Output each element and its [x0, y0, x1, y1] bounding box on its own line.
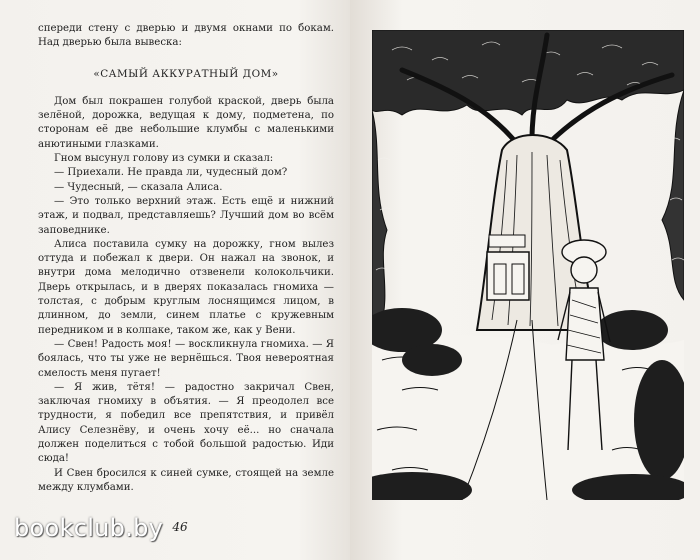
page-number: 46 — [172, 520, 188, 534]
paragraph: — Чудесный, — сказала Алиса. — [54, 181, 223, 193]
page-text — [38, 22, 334, 495]
door-sign: «САМЫЙ АККУРАТНЫЙ ДОМ» — [93, 67, 279, 80]
paragraph: — Свен! Радость моя! — воскликнула гномиха. — Я боялась, что ты уже не вернёшься. Твоя невероятная смелость меня пугает! — [38, 338, 334, 379]
paragraph: — Приехали. Не правда ли, чудесный дом? — [54, 167, 288, 179]
paragraph: Дом был покрашен голубой краской, дверь была зелёной, дорожка, ведущая к дому, подметена, по сторонам её две небольшие клумбы с маленькими анютиными глазками. — [38, 95, 334, 150]
paragraph: — Это только верхний этаж. Есть ещё и нижний этаж, и подвал, представляешь? Лучший дом во всём заповеднике. — [38, 195, 334, 236]
paragraph: И Свен бросился к синей сумке, стоящей на земле между клумбами. — [38, 467, 334, 493]
tree-house-illustration — [372, 30, 684, 500]
paragraph: — Я жив, тётя! — радостно закричал Свен, заключая гномиху в объятия. — Я преодолел все трудности, я победил все препятствия, и привёл Алису Селезнёву, и очень хочу её... но сначала должен поделиться с тобой большой радостью. Иди сюда! — [38, 381, 334, 465]
site-watermark: bookclub.by — [14, 514, 164, 542]
paragraph: Алиса поставила сумку на дорожку, гном вылез оттуда и побежал к двери. Он нажал на звонок, и внутри дома мелодично отзвенели колокольчики. Дверь открылась, и в дверях показалась гномиха — толстая, с добрым круглым лоснящимся лицом, в длинном, до земли, синем платье с кружевным передником и в колпаке, таком же, как у Вени. — [38, 238, 334, 336]
paragraph: Гном высунул голову из сумки и сказал: — [54, 153, 274, 165]
paragraph: спереди стену с дверью и двумя окнами по бокам. Над дверью была вывеска: — [38, 23, 334, 49]
